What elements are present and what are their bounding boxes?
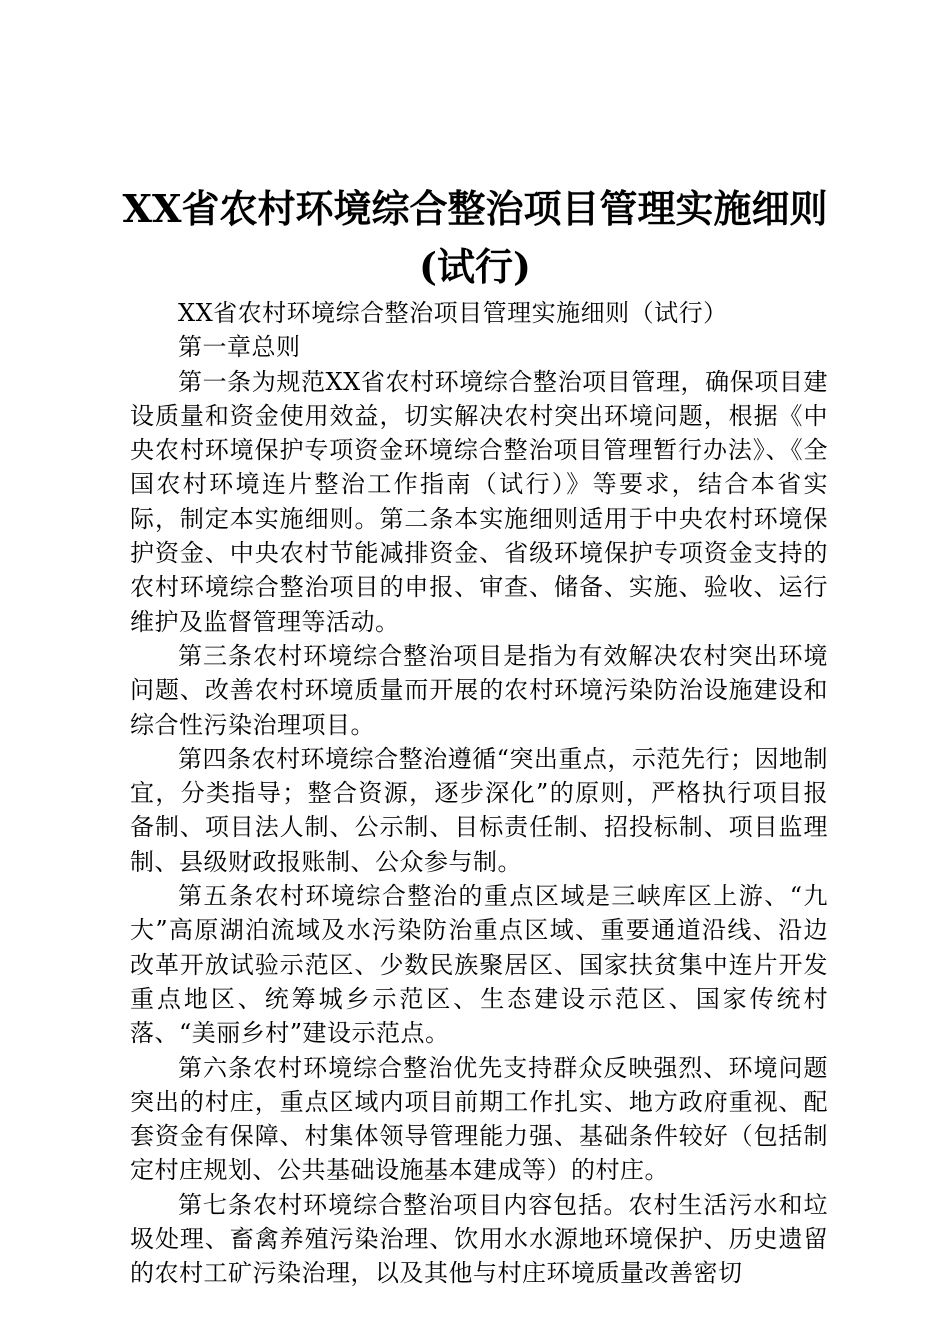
paragraph-article-4: 第四条农村环境综合整治遵循“突出重点，示范先行；因地制宜，分类指导；整合资源，逐步深化”的原则，严格执行项目报备制、项目法人制、公示制、目标责任制、招投标制、项目监理制、县级财政报账制、公众参与制。 [130,744,828,876]
paragraph-article-5: 第五条农村环境综合整治的重点区域是三峡库区上游、“九大”高原湖泊流域及水污染防治重点区域、重要通道沿线、沿边改革开放试验示范区、少数民族聚居区、国家扶贫集中连片开发重点地区、统筹城乡示范区、生态建设示范区、国家传统村落、“美丽乡村”建设示范点。 [130,882,828,1048]
document-body [130,296,828,1291]
paragraph-article-7: 第七条农村环境综合整治项目内容包括。农村生活污水和垃圾处理、畜禽养殖污染治理、饮用水水源地环境保护、历史遗留的农村工矿污染治理，以及其他与村庄环境质量改善密切 [130,1190,828,1288]
paragraph-article-3: 第三条农村环境综合整治项目是指为有效解决农村突出环境问题、改善农村环境质量而开展的农村环境污染防治设施建设和综合性污染治理项目。 [130,641,828,739]
paragraph-article-1-2: 第一条为规范XX省农村环境综合整治项目管理，确保项目建设质量和资金使用效益，切实解决农村突出环境问题，根据《中央农村环境保护专项资金环境综合整治项目管理暂行办法》、《全国农村环境连片整治工作指南（试行）》等要求，结合本省实际，制定本实施细则。第二条本实施细则适用于中央农村环境保护资金、中央农村节能减排资金、省级环境保护专项资金支持的农村环境综合整治项目的申报、审查、储备、实施、验收、运行维护及监督管理等活动。 [130,367,828,636]
paragraph-article-6: 第六条农村环境综合整治优先支持群众反映强烈、环境问题突出的村庄，重点区域内项目前期工作扎实、地方政府重视、配套资金有保障、村集体领导管理能力强、基础条件较好（包括制定村庄规划、公共基础设施基本建成等）的村庄。 [130,1053,828,1185]
paragraph-subtitle: XX省农村环境综合整治项目管理实施细则（试行） [178,299,728,327]
document-title: XX省农村环境综合整治项目管理实施细则(试行) [122,186,828,289]
paragraph-chapter-heading: 第一章总则 [178,333,301,362]
